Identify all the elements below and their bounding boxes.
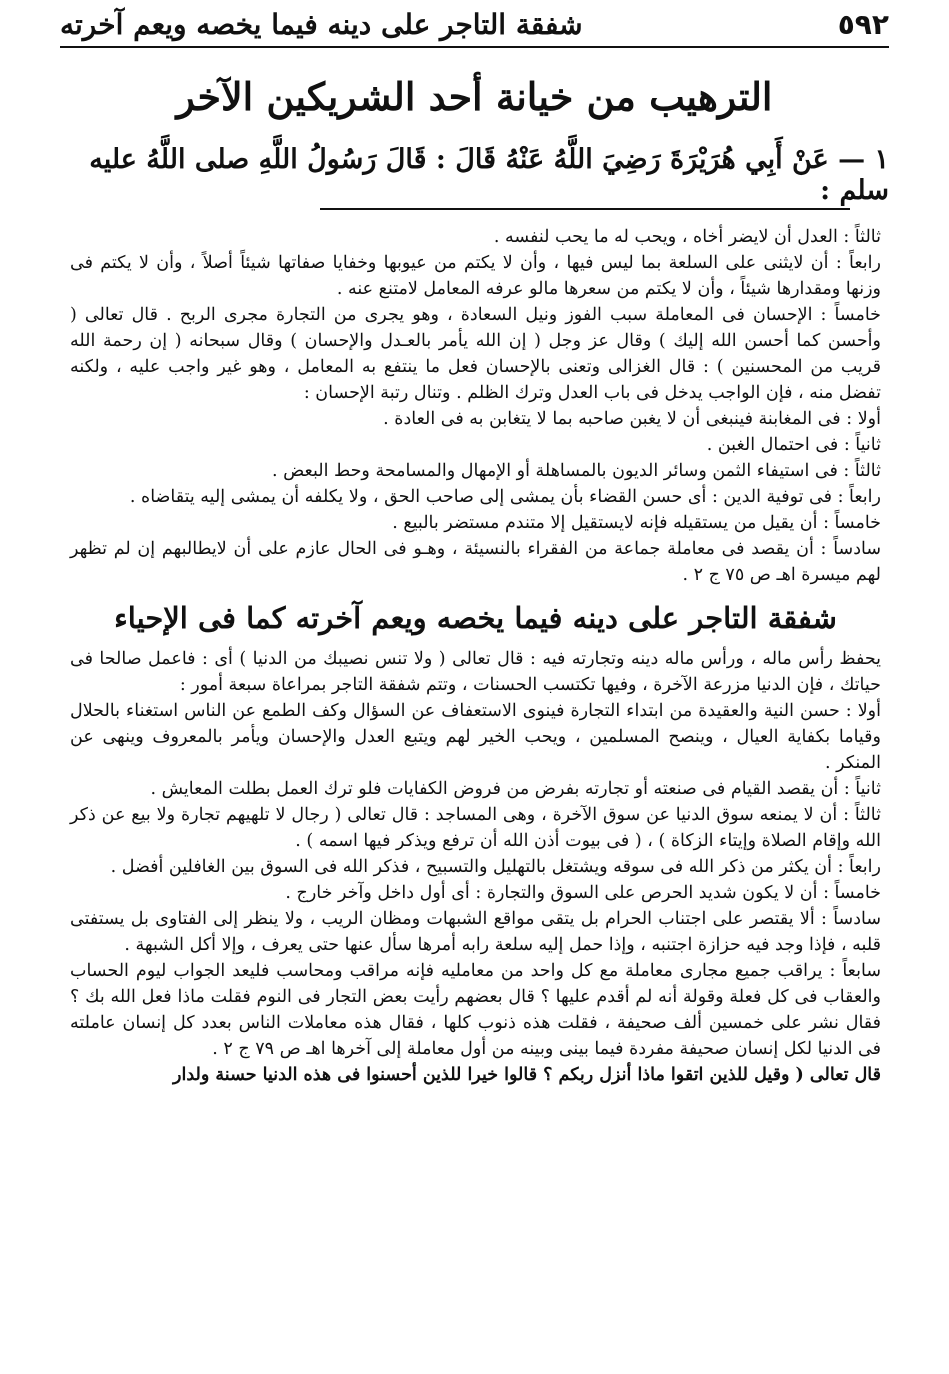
paragraph: رابعاً : فى توفية الدين : أى حسن القضاء بأن يمشى إلى صاحب الحق ، ولا يكلفه أن يمشى إليه يتقاضاه . (129, 487, 881, 507)
paragraph: ثانياً : أن يقصد القيام فى صنعته أو تجارته بفرض من فروض الكفايات فلو ترك العمل بطلت المعايش . (150, 779, 881, 799)
paragraph: قال تعالى ( وقيل للذين اتقوا ماذا أنزل ربكم ؟ قالوا خيرا للذين أحسنوا فى هذه الدنيا حسنة ولدار (173, 1065, 881, 1085)
paragraph: ثالثاً : أن لا يمنعه سوق الدنيا عن سوق الآخرة ، وهى المساجد : قال تعالى ( رجال لا تلهيهم تجارة ولا بيع عن ذكر الله وإقام الصلاة وإيتاء الزكاة ) ، ( فى بيوت أذن الله أن ترفع ويذكر فيها اسمه ) . (70, 805, 881, 851)
subsection-title: شفقة التاجر على دينه فيما يخصه ويعم آخرته كما فى الإحياء (114, 601, 837, 635)
paragraph: خامساً : أن يقيل من يستقيله فإنه لايستقيل إلا متندم مستضر بالبيع . (392, 513, 881, 533)
paragraph: أولا : حسن النية والعقيدة من ابتداء التجارة فينوى الاستعفاف عن السؤال وكف الطمع عن الناس استغناء بالحلال وقياما بكفاية العيال ، وينصح المسلمين ، ويحب الخير لهم ويتبع العدل والإحسان ويأمر بالمعروف وينهى عن المنكر . (70, 701, 881, 773)
paragraph: سابعاً : يراقب جميع مجارى معاملة مع كل واحد من معامليه فإنه مراقب ومحاسب فليعد الجواب ليوم الحساب والعقاب فى كل فعلة وقولة أنه لم أقدم عليها ؟ قال بعضهم رأيت بعض التجار فى النوم فقلت ماذا فعل الله بك ؟ فقال نشر على خمسين ألف صحيفة ، فقلت هذه ذنوب كلها ، فقال هذه معاملات الناس بعدد كل إنسان عاملته فى الدنيا لكل إنسان صحيفة مفردة فيما بينى وبينه من أول معاملة إلى آخرها اهـ ص ٧٩ ج ٢ . (70, 961, 881, 1059)
hadith-intro: ١ — عَنْ أَبِي هُرَيْرَةَ رَضِيَ اللَّهُ عَنْهُ قَالَ : قَالَ رَسُولُ اللَّهِ صلى اللَّهُ عليه سلم : (89, 144, 889, 206)
section-title: الترهيب من خيانة أحد الشريكين الآخر (176, 74, 773, 119)
paragraph: رابعاً : أن يكثر من ذكر الله فى سوقه ويشتغل بالتهليل والتسبيح ، فذكر الله فى السوق بين الغافلين أفضل . (110, 857, 881, 877)
divider-rule (320, 208, 850, 210)
paragraph: سادساً : ألا يقتصر على اجتناب الحرام بل يتقى مواقع الشبهات ومظان الريب ، ولا ينظر إلى الفتاوى بل يستفتى قلبه ، فإذا وجد فيه حزازة اجتنبه ، وإذا حمل إليه سلعة رابه أمرها سأل عنها حتى يعرف ، وإلا أكل الشبهة . (70, 909, 881, 955)
paragraph: رابعاً : أن لايثنى على السلعة بما ليس فيها ، وأن لا يكتم من عيوبها وخفايا صفاتها شيئاً أصلاً ، وأن لا يكتم فى وزنها ومقدارها شيئاً ، وأن لا يكتم من سعرها مالو عرفه المعامل لامتنع عنه . (70, 253, 881, 299)
paragraph: سادساً : أن يقصد فى معاملة جماعة من الفقراء بالنسيئة ، وهـو فى الحال عازم على أن لايطالبهم إن لم تظهر لهم ميسرة اهـ ص ٧٥ ج ٢ . (70, 539, 881, 585)
paragraph: أولا : فى المغابنة فينبغى أن لا يغبن صاحبه بما لا يتغابن به فى العادة . (383, 409, 881, 429)
running-title: شفقة التاجر على دينه فيما يخصه ويعم آخرته (60, 7, 583, 41)
paragraph: خامساً : أن لا يكون شديد الحرص على السوق والتجارة : أى أول داخل وآخر خارج . (285, 883, 881, 903)
paragraph: ثالثاً : فى استيفاء الثمن وسائر الديون بالمساهلة أو الإمهال والمسامحة وحط البعض . (271, 461, 881, 481)
paragraph: ثانياً : فى احتمال الغبن . (706, 435, 881, 455)
page-header (60, 2, 889, 48)
body-text (70, 224, 881, 1088)
paragraph: خامساً : الإحسان فى المعاملة سبب الفوز ونيل السعادة ، وهو يجرى من التجارة مجرى الربح . قال تعالى ( وأحسن كما أحسن الله إليك ) وقال عز وجل ( إن الله يأمر بالعـدل والإحسان ) وقال سبحانه ( إن رحمة الله قريب من المحسنين ) : قال الغزالى وتعنى بالإحسان فعل ما ينتفع به المعامل ، وهو غير واجب عليه ، ولكنه تفضل منه ، فإن الواجب يدخل فى باب العدل وترك الظلم . وتنال رتبة الإحسان : (70, 305, 881, 403)
paragraph: يحفظ رأس ماله ، ورأس ماله دينه وتجارته فيه : قال تعالى ( ولا تنس نصيبك من الدنيا ) أى : فاعمل صالحا فى حياتك ، فإن الدنيا مزرعة الآخرة ، وفيها تكتسب الحسنات ، وتتم شفقة التاجر بمراعاة سبعة أمور : (70, 649, 881, 695)
page-number: ٥٩٢ (837, 7, 889, 41)
paragraph: ثالثاً : العدل أن لايضر أخاه ، ويحب له ما يحب لنفسه . (493, 227, 881, 247)
